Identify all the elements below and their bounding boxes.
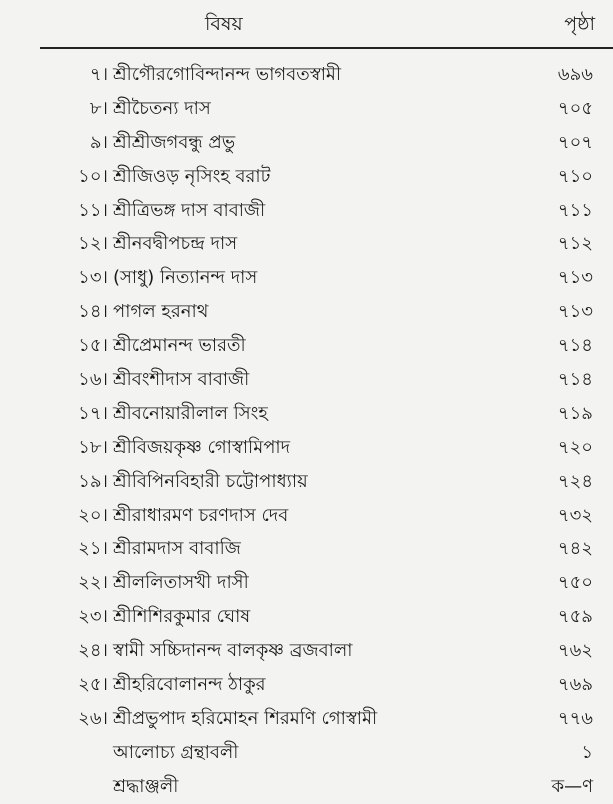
entry-page: ৭০৫	[557, 97, 593, 119]
entry-title: শ্রীহরিবোলানন্দ ঠাকুর	[113, 674, 266, 696]
entry-number: ১৬।	[78, 369, 108, 391]
entry-number: ৯।	[89, 131, 108, 153]
entry-page: ৭১২	[557, 233, 593, 255]
contents-entry	[0, 532, 613, 566]
contents-entry	[0, 736, 613, 770]
subject-column-header: বিষয়	[205, 13, 243, 35]
entry-title: শ্রীজিওড় নৃসিংহ বরাট	[113, 165, 271, 187]
entry-page: ক—ণ	[551, 775, 593, 797]
header-divider	[40, 47, 613, 49]
entry-title: পাগল হরনাথ	[113, 301, 209, 323]
entry-page: ৭৫০	[557, 572, 593, 594]
contents-entry	[0, 566, 613, 600]
entry-number: ১৪।	[78, 301, 108, 323]
entry-title: শ্রীচৈতন্য দাস	[113, 97, 211, 119]
contents-entry	[0, 160, 613, 194]
entry-title: শ্রীত্রিভঙ্গ দাস বাবাজী	[113, 199, 266, 221]
entry-page: ৭৬৯	[557, 674, 593, 696]
contents-entry	[0, 126, 613, 160]
entry-number: ৮।	[89, 97, 108, 119]
entry-title: শ্রীবিজয়কৃষ্ণ গোস্বামিপাদ	[113, 436, 291, 458]
contents-entry	[0, 194, 613, 228]
contents-entry	[0, 668, 613, 702]
entry-title: শ্রীবংশীদাস বাবাজী	[113, 369, 250, 391]
contents-entry	[0, 58, 613, 92]
entry-title: শ্রীরামদাস বাবাজি	[113, 538, 241, 560]
entry-number: ১৫।	[78, 335, 108, 357]
entry-page: ৭১৪	[557, 369, 593, 391]
entry-title: শ্রীবিপিনবিহারী চট্টোপাধ্যায়	[113, 470, 308, 492]
entry-number: ১৭।	[78, 402, 108, 424]
contents-entry	[0, 600, 613, 634]
entry-number: ১৮।	[78, 436, 108, 458]
entry-title: শ্রীশিশিরকুমার ঘোষ	[113, 606, 251, 628]
contents-entry	[0, 363, 613, 397]
entry-page: ৭৪২	[557, 538, 593, 560]
contents-entry	[0, 329, 613, 363]
entry-page: ৭৫৯	[557, 606, 593, 628]
entry-title: আলোচ্য গ্রন্থাবলী	[113, 741, 239, 763]
entry-page: ৭৩২	[557, 504, 593, 526]
entry-title: শ্রীশ্রীজগবন্ধু প্রভু	[113, 131, 236, 153]
contents-entry	[0, 295, 613, 329]
entry-title: শ্রীপ্রেমানন্দ ভারতী	[113, 335, 246, 357]
page-column-header: পৃষ্ঠা	[564, 13, 595, 35]
entry-number: ২৪।	[78, 640, 108, 662]
entry-title: শ্রদ্ধাঞ্জলী	[113, 775, 179, 797]
contents-entry	[0, 499, 613, 533]
contents-entry	[0, 431, 613, 465]
entry-page: ৭০৭	[557, 131, 593, 153]
contents-entry	[0, 634, 613, 668]
entry-page: ৭১৯	[557, 402, 593, 424]
entry-page: ৬৯৬	[557, 64, 593, 85]
entry-number: ১১।	[78, 199, 108, 221]
entry-title: শ্রীগৌরগোবিন্দানন্দ ভাগবতস্বামী	[113, 64, 342, 85]
contents-list	[0, 58, 613, 804]
entry-number: ২৫।	[78, 674, 108, 696]
entry-number: ২৩।	[78, 606, 108, 628]
entry-page: ৭২০	[557, 436, 593, 458]
entry-number: ২১।	[78, 538, 108, 560]
entry-page: ৭১৩	[557, 301, 593, 323]
contents-entry	[0, 397, 613, 431]
entry-title: (সাধু) নিত্যানন্দ দাস	[113, 267, 258, 289]
entry-number: ২২।	[78, 572, 108, 594]
contents-entry	[0, 92, 613, 126]
entry-page: ৭১০	[557, 165, 593, 187]
entry-title: শ্রীরাধারমণ চরণদাস দেব	[113, 504, 289, 526]
contents-entry	[0, 227, 613, 261]
entry-page: ৭৬২	[557, 640, 593, 662]
entry-title: শ্রীললিতাসখী দাসী	[113, 572, 249, 594]
entry-title: শ্রীবনোয়ারীলাল সিংহ	[113, 402, 268, 424]
entry-page: ১	[581, 741, 593, 763]
contents-entry	[0, 702, 613, 736]
entry-number: ২৬।	[78, 707, 108, 729]
entry-page: ৭১১	[557, 199, 593, 221]
entry-number: ১৯।	[78, 470, 108, 492]
entry-number: ৭।	[89, 64, 108, 85]
entry-title: শ্রীপ্রভুপাদ হরিমোহন শিরমণি গোস্বামী	[113, 707, 378, 729]
contents-entry	[0, 261, 613, 295]
contents-entry	[0, 770, 613, 804]
entry-number: ১২।	[78, 233, 108, 255]
entry-title: স্বামী সচ্চিদানন্দ বালকৃষ্ণ ব্রজবালা	[113, 640, 353, 662]
entry-number: ২০।	[78, 504, 108, 526]
entry-page: ৭২৪	[557, 470, 593, 492]
entry-title: শ্রীনবদ্বীপচন্দ্র দাস	[113, 233, 238, 255]
entry-page: ৭১৩	[557, 267, 593, 289]
contents-entry	[0, 465, 613, 499]
entry-number: ১০।	[78, 165, 108, 187]
entry-number: ১৩।	[78, 267, 108, 289]
entry-page: ৭১৪	[557, 335, 593, 357]
entry-page: ৭৭৬	[557, 707, 593, 729]
